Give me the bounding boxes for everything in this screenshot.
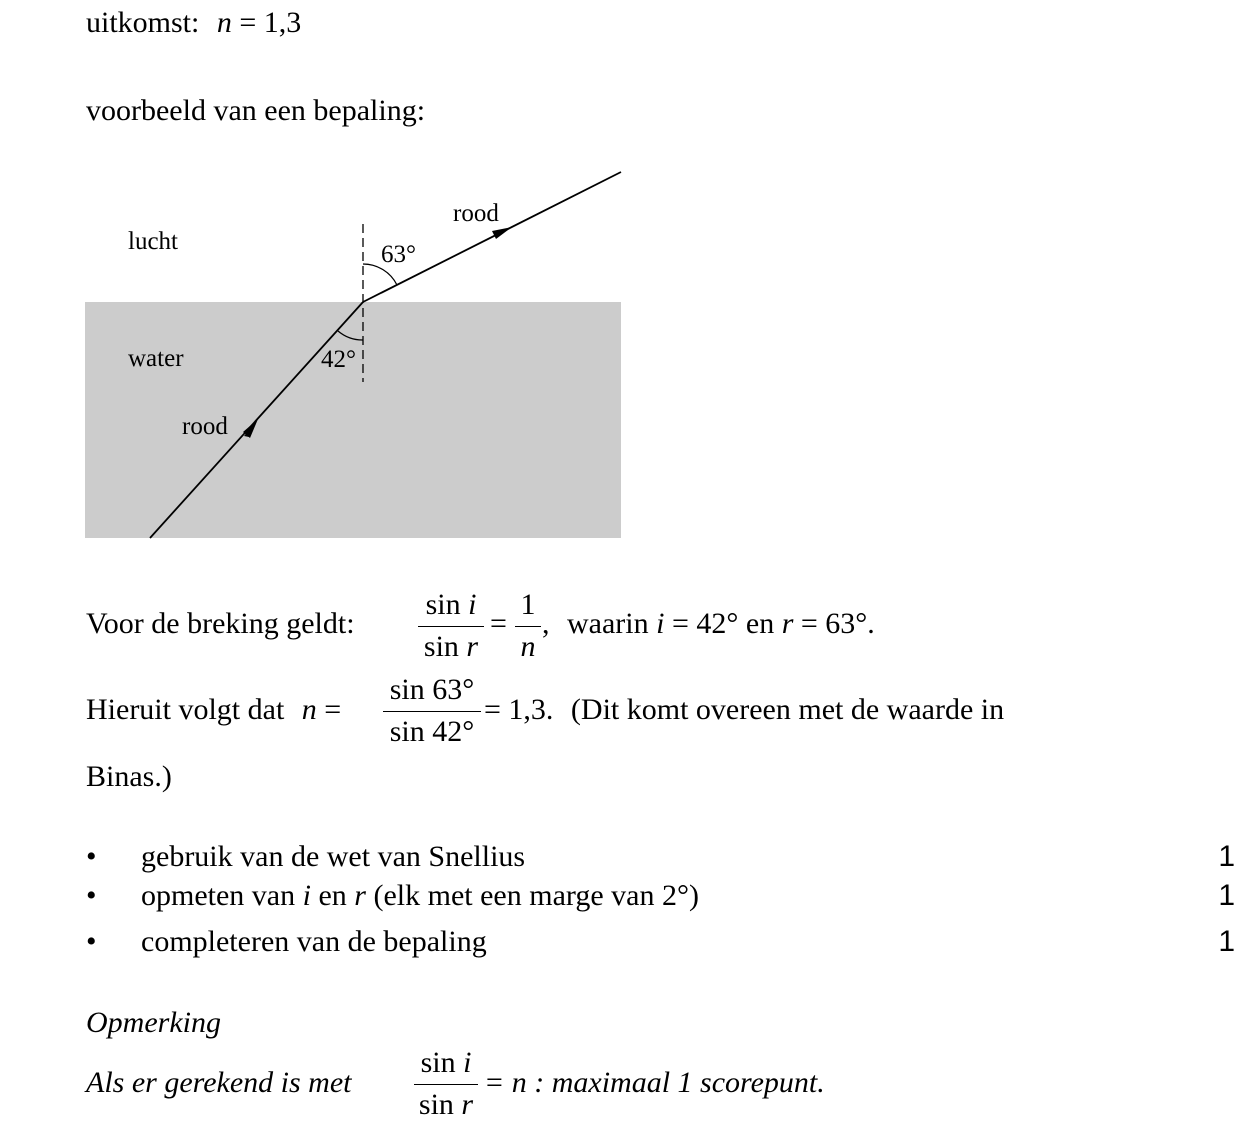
formula1-numerator2: 1 [520, 588, 536, 621]
remark-title: Opmerking [86, 1006, 221, 1039]
answer-label: uitkomst: [86, 6, 200, 39]
remark-fraction [414, 1046, 478, 1122]
formula2-result: = 1,3. (Dit komt overeen met de waarde in [484, 693, 1005, 726]
formula1-numerator: sin i [425, 588, 477, 621]
label-water: water [128, 345, 184, 372]
criterion-3: • completeren van de bepaling [86, 925, 487, 958]
water-region [85, 302, 621, 538]
formula1-denominator: sin r [423, 630, 479, 663]
formula1-equals: = [490, 607, 507, 640]
formula2-numerator: sin 63° [389, 673, 475, 706]
formula2-fraction [383, 673, 481, 749]
refracted-ray [363, 172, 621, 302]
formula1-suffix: , waarin i = 42° en r = 63°. [542, 607, 875, 640]
refraction-figure [0, 0, 1243, 560]
formula2-prefix: Hieruit volgt dat n = [86, 693, 342, 726]
label-ray-in: rood [182, 413, 228, 440]
formula1-fraction2 [515, 588, 541, 664]
remark-suffix: = n : maximaal 1 scorepunt. [484, 1066, 825, 1099]
label-air: lucht [128, 228, 178, 255]
criterion-2-points: 1 [1218, 879, 1235, 912]
criterion-1-points: 1 [1218, 840, 1235, 873]
formula1-prefix: Voor de breking geldt: [86, 607, 355, 640]
label-ray-out: rood [453, 200, 499, 227]
criterion-3-points: 1 [1218, 925, 1235, 958]
answer-equals: = [239, 6, 257, 39]
answer-value: 1,3 [263, 6, 302, 39]
criterion-1: • gebruik van de wet van Snellius [86, 840, 526, 873]
answer-variable: n [216, 6, 232, 39]
remark-prefix: Als er gerekend is met [86, 1066, 352, 1099]
formula2-denominator: sin 42° [389, 715, 475, 748]
remark-numerator: sin i [420, 1046, 472, 1079]
intro-text: voorbeeld van een bepaling: [86, 94, 426, 127]
criterion-2: • opmeten van i en r (elk met een marge van 2°) [86, 879, 699, 912]
formula2-line2: Binas.) [86, 760, 172, 793]
label-angle-out: 63° [381, 241, 416, 268]
arrow-out-icon [492, 227, 512, 239]
formula1-fraction [418, 588, 484, 664]
remark-denominator: sin r [418, 1088, 474, 1121]
formula1-denominator2: n [520, 630, 536, 663]
label-angle-in: 42° [321, 346, 356, 373]
